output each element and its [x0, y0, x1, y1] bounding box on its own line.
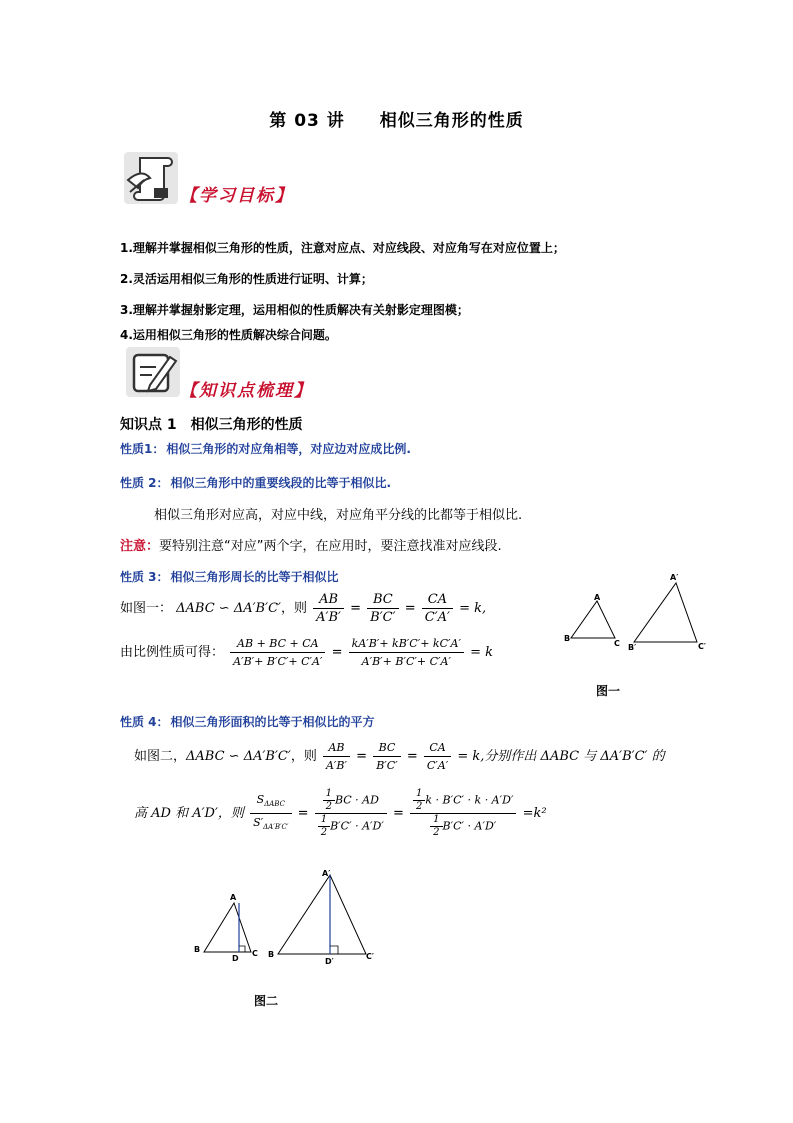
property-2: [120, 474, 391, 491]
property-3-text: 相似三角形周长的比等于相似比: [170, 570, 339, 584]
note-label: 注意：: [120, 539, 160, 554]
ratio-k: = k,: [459, 601, 487, 616]
right-angle-mark: [239, 946, 245, 952]
knowledge-point-heading: [120, 414, 317, 434]
label-d-prime: D′: [325, 957, 334, 966]
figure-1: [560, 570, 720, 660]
label-a: A: [594, 593, 601, 602]
label-a: A: [230, 893, 237, 902]
triangle-a1b1c1: [634, 583, 697, 642]
label-a-prime: A′: [670, 573, 679, 582]
goal-item: 1.理解并掌握相似三角形的性质，注意对应点、对应线段、对应角写在对应位置上；: [120, 241, 565, 255]
fig1-prefix: 如图一：: [120, 601, 173, 616]
triangle-abc: [571, 601, 615, 638]
goals-banner: 【学习目标】: [180, 186, 294, 206]
goal-item: 4.运用相似三角形的性质解决综合问题。: [120, 328, 337, 342]
property-4-text: 相似三角形面积的比等于相似比的平方: [170, 715, 375, 729]
label-d: D: [232, 954, 239, 963]
note: [120, 535, 502, 554]
note-text: 要特别注意“对应”两个字，在应用时，要注意找准对应线段.: [159, 539, 502, 554]
fraction-bc: $\frac{BC}{B'C'}$: [367, 591, 398, 626]
property-2-detail: 相似三角形对应高，对应中线，对应角平分线的比都等于相似比.: [154, 508, 523, 523]
figure-1-caption: 图一: [596, 684, 621, 698]
property-3: [120, 568, 339, 585]
label-a-prime: A′: [322, 869, 331, 878]
ratio-prefix: 由比例性质可得：: [120, 645, 225, 660]
property-1-label: 性质1：: [120, 442, 165, 456]
triangle-abc: [204, 903, 251, 952]
area-fraction-2: $\frac{1}{2}$ k · B′C′ · k · A′D′ $\frac{1}{2}$ B′C′ · A′D′: [410, 788, 516, 839]
goal-item: 2.灵活运用相似三角形的性质进行证明、计算；: [120, 272, 373, 286]
property-4-label: 性质 4：: [120, 715, 169, 729]
label-c-prime: C′: [698, 642, 706, 651]
goal-item: 3.理解并掌握射影定理，运用相似的性质解决有关射影定理图模；: [120, 303, 469, 317]
label-c: C: [614, 639, 620, 648]
perimeter-fraction-1: $\frac{AB + BC + CA}{A'B'+ B'C'+ C'A'}$: [230, 635, 325, 670]
lecture-topic: 相似三角形的性质: [379, 111, 524, 131]
property-2-text: 相似三角形中的重要线段的比等于相似比.: [170, 476, 392, 490]
knowledge-point-label: 知识点 1: [120, 417, 177, 433]
label-b-large: B: [268, 950, 275, 959]
then-word: ，则: [280, 601, 307, 616]
label-c: C: [252, 949, 258, 958]
fraction-ca: $\frac{CA}{C'A'}$: [422, 591, 453, 626]
property-4-formula-2: 高 AD 和 A′D′，则 $\frac{S_{\Delta ABC}}{S'_{\Delta A'B'C'}}$ = $\frac{1}{2}$ BC · AD $\frac{1}{2}$ B′C′ · A′D′ = $\frac{1}{2}$ k · B′C′ · k · A′D′ $\frac{1}{2}$ B′C′ · A′D′ =k²: [134, 788, 547, 838]
property-1-text: 相似三角形的对应角相等，对应边对应成比例.: [166, 442, 411, 456]
knowledge-point-title: 相似三角形的性质: [190, 417, 303, 433]
property-3-formula-1: 如图一： ΔABC ∽ ΔA′B′C′，则 $\frac{AB}{A'B'}$ = $\frac{BC}{B'C'}$ = $\frac{CA}{C'A'}$ = k,: [120, 592, 487, 625]
page-title: [0, 106, 793, 131]
area-ratio: $\frac{S_{\Delta ABC}}{S'_{\Delta A'B'C'}}$: [250, 791, 291, 836]
knowledge-banner: 【知识点梳理】: [180, 381, 313, 401]
property-3-label: 性质 3：: [120, 570, 169, 584]
property-2-label: 性质 2：: [120, 476, 169, 490]
label-b-prime: B′: [628, 643, 637, 652]
triangle-a1b1c1: [278, 875, 366, 954]
similar-statement: ΔABC ∽ ΔA′B′C′: [176, 601, 281, 616]
lecture-number: 第 03 讲: [269, 111, 345, 131]
fraction-ab: $\frac{AB}{A'B'}$: [313, 591, 344, 626]
property-1: [120, 440, 411, 457]
right-angle-mark: [330, 946, 338, 954]
label-b: B: [194, 945, 201, 954]
figure-2-caption: 图二: [254, 994, 279, 1008]
label-c-prime: C′: [366, 952, 374, 961]
label-b: B: [564, 634, 571, 643]
scroll-quill-icon: [122, 150, 180, 206]
notebook-pencil-icon: [124, 345, 182, 399]
property-4: [120, 713, 375, 730]
figure-2: [188, 866, 378, 966]
area-fraction-1: $\frac{1}{2}$ BC · AD $\frac{1}{2}$ B′C′ · A′D′: [315, 788, 387, 839]
perimeter-fraction-2: $\frac{kA'B'+ kB'C'+ kC'A'}{A'B'+ B'C'+ C'A'}$: [349, 635, 464, 670]
property-4-formula-1: 如图二，ΔABC ∽ ΔA′B′C′，则 $\frac{AB}{A'B'}$ = $\frac{BC}{B'C'}$ = $\frac{CA}{C'A'}$ = k,分别作出 ΔABC 与 ΔA′B′C′ 的: [134, 741, 665, 772]
property-3-formula-2: 由比例性质可得： $\frac{AB + BC + CA}{A'B'+ B'C'+ C'A'}$ = $\frac{kA'B'+ kB'C'+ kC'A'}{A'B'+ B'C'+ C'A'}$ = k: [120, 637, 493, 668]
